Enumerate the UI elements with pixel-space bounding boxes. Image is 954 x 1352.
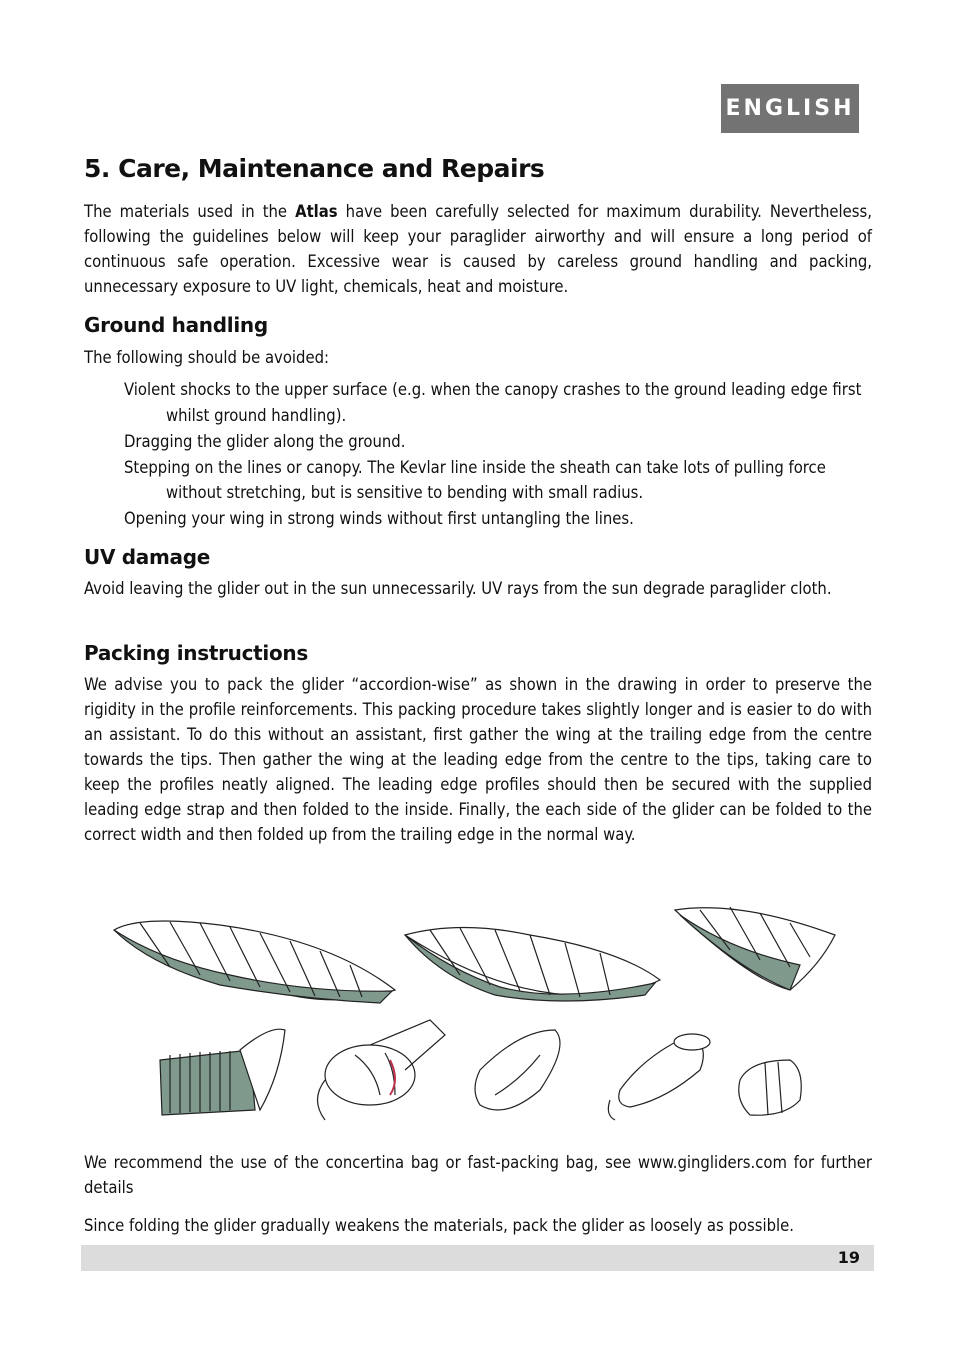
- strap-fold-drawing: [318, 1020, 446, 1120]
- final-package-drawing: [739, 1060, 802, 1115]
- uv-damage-text: Avoid leaving the glider out in the sun unnecessarily. UV rays from the sun degrade paraglider cloth.: [84, 579, 832, 598]
- wing-gathered-drawing: [405, 928, 660, 1002]
- loosely-text: Since folding the glider gradually weakens the materials, pack the glider as loosely as possible.: [84, 1216, 794, 1235]
- packing-illustration: [100, 895, 860, 1130]
- avoid-list: [124, 377, 864, 532]
- recommend-text: We recommend the use of the concertina bag or fast-packing bag, see www.gingliders.com for further details: [84, 1153, 872, 1197]
- ground-handling-lead: The following should be avoided:: [84, 348, 330, 367]
- packing-heading: Packing instructions: [84, 641, 308, 665]
- ground-handling-heading: Ground handling: [84, 313, 268, 337]
- folded-sack-drawing: [475, 1030, 560, 1110]
- rolled-wing-drawing: [608, 1034, 710, 1120]
- list-item: Stepping on the lines or canopy. The Kevlar line inside the sheath can take lots of pulling force without stretching, but is sensitive to bending with small radius.: [124, 457, 826, 502]
- product-name: Atlas: [295, 202, 338, 221]
- section-title: 5. Care, Maintenance and Repairs: [84, 154, 545, 183]
- intro-paragraph: The materials used in the Atlas have been carefully selected for maximum durability. Nevertheless, following the guidelines below will keep your paraglider airworthy and will ensure a long period of continuous safe operation. Excessive wear is caused by careless ground handling and packing, unnecessary exposure to UV light, chemicals, heat and moisture.: [84, 202, 872, 296]
- wing-folded-drawing: [675, 907, 835, 990]
- uv-damage-heading: UV damage: [84, 545, 211, 569]
- language-badge: ENGLISH: [721, 84, 859, 133]
- page-number: 19: [837, 1248, 860, 1267]
- accordion-stack-drawing: [160, 1029, 285, 1115]
- packing-text: We advise you to pack the glider “accordion-wise” as shown in the drawing in order to preserve the rigidity in the profile reinforcements. This packing procedure takes slightly longer and is easier to do with an assistant. To do this without an assistant, first gather the wing at the trailing edge from the centre towards the tips. Then gather the wing at the leading edge from the centre to the tips, taking care to keep the profiles neatly aligned. The leading edge profiles should then be secured with the supplied leading edge strap and then folded to the inside. Finally, the each side of the glider can be folded to the correct width and then folded up from the trailing edge in the normal way.: [84, 675, 872, 844]
- footer-bar: [81, 1245, 874, 1271]
- list-item: Violent shocks to the upper surface (e.g. when the canopy crashes to the ground leading edge first whilst ground handling).: [124, 380, 862, 425]
- list-item: Dragging the glider along the ground.: [124, 431, 406, 451]
- list-item: Opening your wing in strong winds without first untangling the lines.: [124, 509, 634, 528]
- wing-flat-drawing: [114, 921, 395, 1003]
